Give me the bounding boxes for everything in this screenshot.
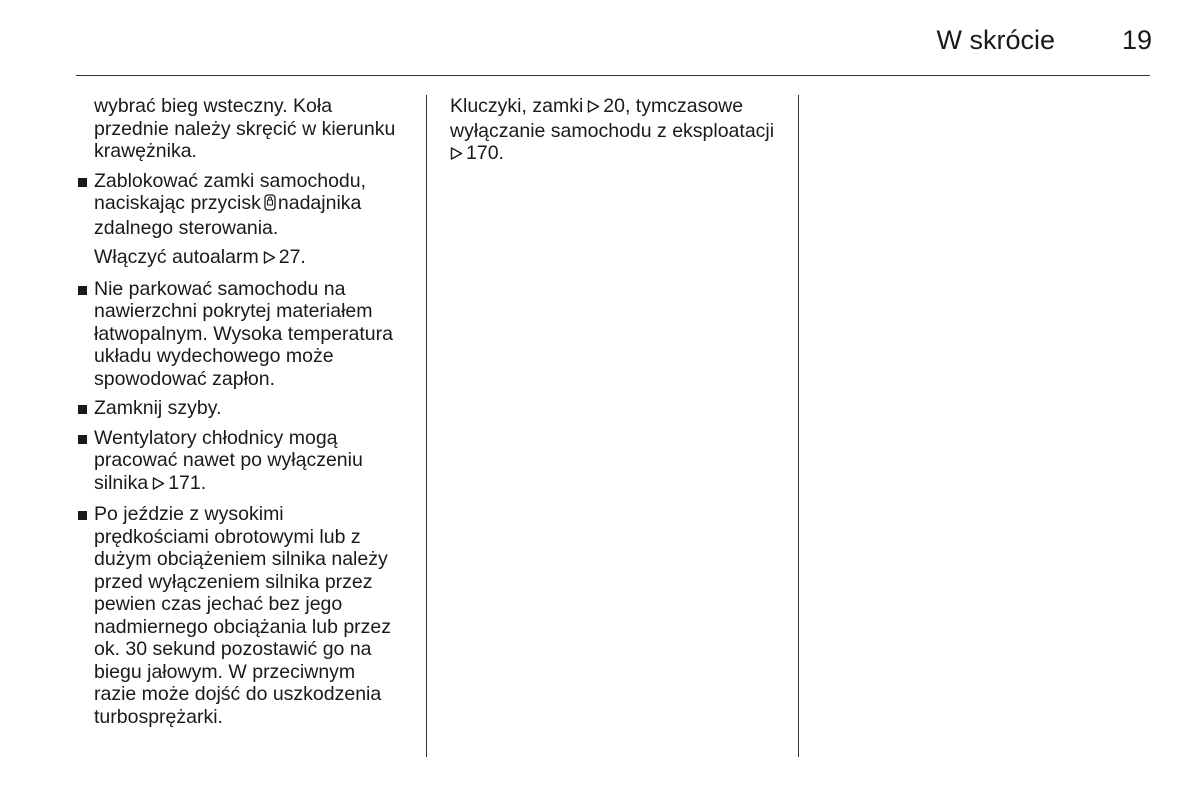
text-line xyxy=(94,246,418,271)
page-reference-arrow-icon xyxy=(263,248,276,271)
bullet-icon xyxy=(78,178,87,187)
text-line: biegu jałowym. W przeciwnym xyxy=(94,660,356,683)
text-line: dużym obciążeniem silnika należy xyxy=(94,548,388,570)
text-line: krawężnika. xyxy=(94,140,197,162)
text-line: Zablokować zamki samochodu, xyxy=(94,169,367,192)
list-item-fans xyxy=(78,427,418,497)
text-fragment: silnika xyxy=(94,471,149,494)
header-rule xyxy=(76,75,1150,76)
text-line: układu wydechowego może xyxy=(94,345,334,367)
text-line: nadmiernego obciążania lub przez xyxy=(94,615,392,638)
page-reference[interactable]: 170. xyxy=(466,142,504,164)
text-fragment: naciskając przycisk xyxy=(94,192,261,214)
text-line: łatwopalnym. Wysoka temperatura xyxy=(94,322,393,345)
page-reference[interactable]: 171. xyxy=(168,471,207,494)
cross-reference-paragraph xyxy=(450,95,790,167)
column-2 xyxy=(450,95,790,167)
page-reference-arrow-icon xyxy=(450,144,463,167)
remote-lock-button-icon xyxy=(264,194,276,217)
list-item-turbo xyxy=(78,503,418,728)
bullet-icon xyxy=(78,286,87,295)
page-reference[interactable]: 20, tymczasowe xyxy=(603,95,744,117)
text-line: przed wyłączeniem silnika przez xyxy=(94,570,373,593)
text-line: prędkościami obrotowymi lub z xyxy=(94,525,361,548)
list-item-lock xyxy=(78,170,418,271)
text-line xyxy=(94,472,418,497)
text-line: wybrać bieg wsteczny. Koła xyxy=(94,95,333,117)
text-line: Wentylatory chłodnicy mogą xyxy=(94,426,338,449)
bullet-icon xyxy=(78,405,87,414)
column-divider-1 xyxy=(426,95,427,757)
text-line: Nie parkować samochodu na xyxy=(94,277,346,300)
intro-paragraph xyxy=(94,95,418,163)
list-item-windows xyxy=(78,397,418,420)
text-line xyxy=(94,192,418,217)
text-line: pewien czas jechać bez jego xyxy=(94,593,343,615)
page-reference-arrow-icon xyxy=(152,474,165,497)
text-line: nawierzchni pokrytej materiałem xyxy=(94,300,373,322)
text-line: ok. 30 sekund pozostawić go na xyxy=(94,638,372,660)
text-fragment: nadajnika xyxy=(277,192,362,214)
page-reference-arrow-icon xyxy=(587,97,600,120)
text-line: wyłączanie samochodu z eksploatacji xyxy=(450,119,775,142)
text-line: pracować nawet po wyłączeniu xyxy=(94,449,363,471)
list-item-parking-surface xyxy=(78,278,418,391)
sub-paragraph xyxy=(94,246,418,271)
column-1 xyxy=(78,95,418,735)
text-line: spowodować zapłon. xyxy=(94,367,276,390)
text-line: Po jeździe z wysokimi xyxy=(94,503,284,525)
page-number: 19 xyxy=(1121,25,1152,55)
bullet-icon xyxy=(78,511,87,520)
text-fragment: Kluczyki, zamki xyxy=(450,95,584,117)
text-line: zdalnego sterowania. xyxy=(94,216,279,239)
text-line: Zamknij szyby. xyxy=(94,397,222,419)
column-divider-2 xyxy=(798,95,799,757)
text-line xyxy=(450,95,790,120)
page-reference[interactable]: 27. xyxy=(278,246,306,268)
section-title: W skrócie xyxy=(936,25,1055,55)
text-line xyxy=(450,142,790,167)
text-line: razie może dojść do uszkodzenia xyxy=(94,683,382,705)
text-line: turbosprężarki. xyxy=(94,705,223,728)
bullet-icon xyxy=(78,435,87,444)
text-line: przednie należy skręcić w kierunku xyxy=(94,117,396,140)
text-fragment: Włączyć autoalarm xyxy=(94,246,259,268)
